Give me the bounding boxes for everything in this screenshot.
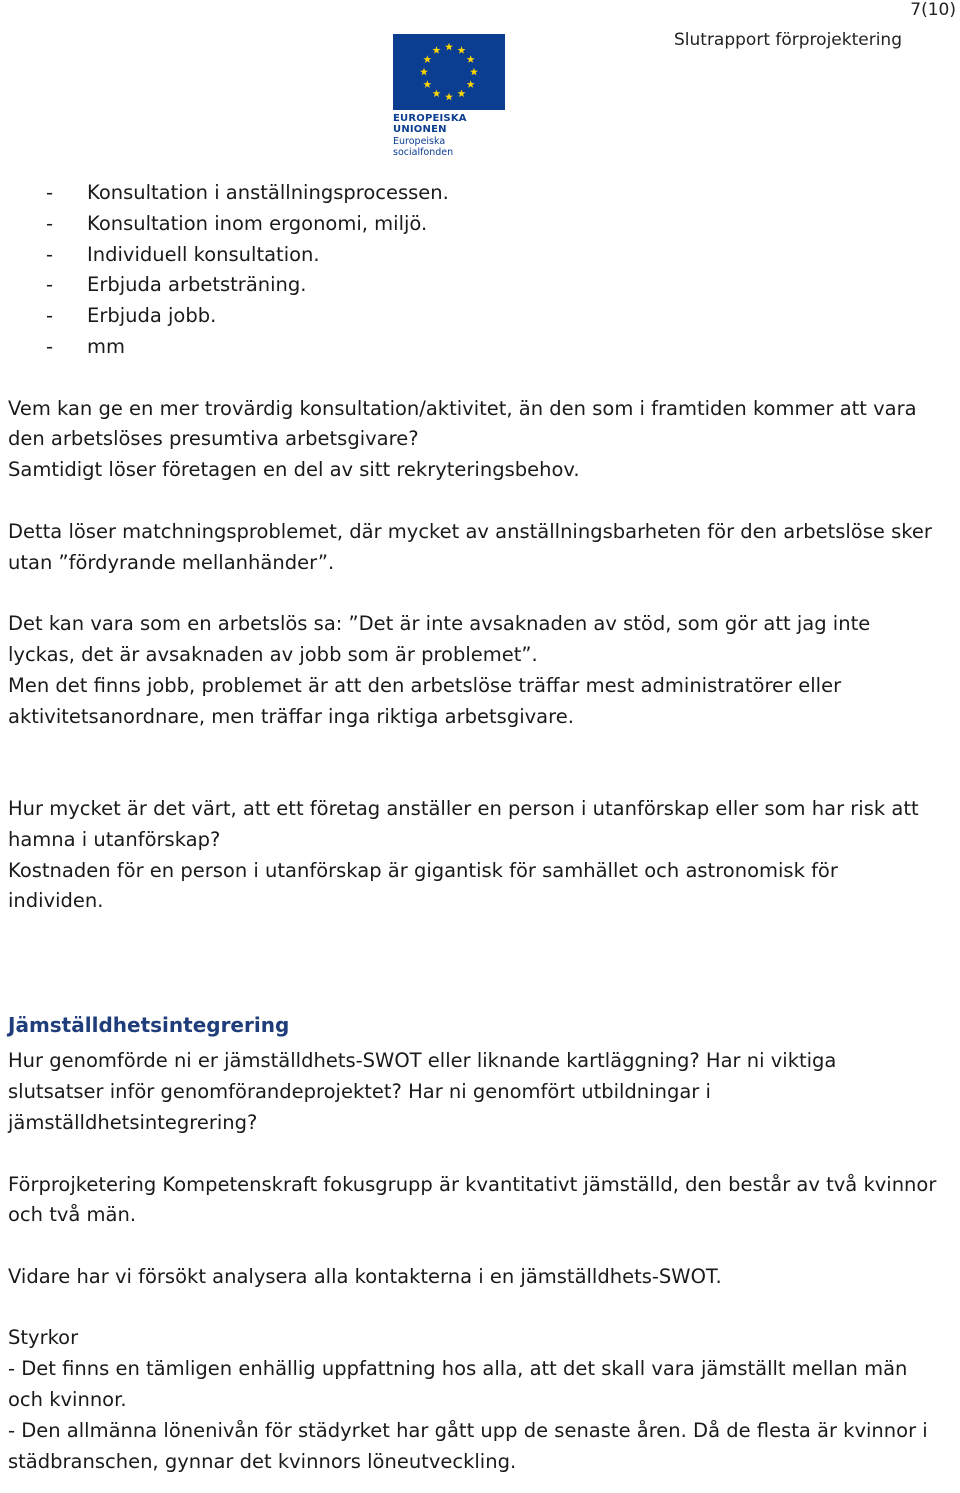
paragraph-recruitment: Samtidigt löser företagen en del av sitt rekryteringsbehov.	[8, 458, 580, 482]
paragraph-credibility: Vem kan ge en mer trovärdig konsultation/aktivitet, än den som i framtiden kommer att vara den arbetslöses presumtiva arbetsgivare?	[8, 396, 917, 451]
strength-item: - Det finns en tämligen enhällig uppfattning hos alla, att det skall vara jämställt mellan män och kvinnor.	[8, 1357, 908, 1412]
eu-logo	[393, 34, 505, 158]
list-item: - Erbjuda jobb.	[46, 304, 217, 328]
paragraph-value: Hur mycket är det värt, att ett företag anställer en person i utanförskap eller som har risk att hamna i utanförskap?	[8, 796, 919, 851]
paragraph-question: Hur genomförde ni er jämställdhets-SWOT eller liknande kartläggning? Har ni viktiga slutsatser inför genomförandeprojektet? Har ni genomfört utbildningar i jämställdhetsintegrering?	[8, 1049, 837, 1134]
list-item: - Konsultation inom ergonomi, miljö.	[46, 211, 428, 235]
list-item: - Erbjuda arbetsträning.	[46, 273, 307, 297]
eu-flag-icon	[393, 34, 505, 110]
paragraph-swot: Vidare har vi försökt analysera alla kontakterna i en jämställdhets-SWOT.	[8, 1264, 722, 1288]
list-item: - mm	[46, 334, 125, 358]
strengths-label: Styrkor	[8, 1326, 79, 1350]
list-item: - Konsultation i anställningsprocessen.	[46, 181, 449, 204]
document-body	[8, 178, 938, 1477]
paragraph-jobs: Men det finns jobb, problemet är att den arbetslöse träffar mest administratörer eller aktivitetsanordnare, men träffar inga riktiga arbetsgivare.	[8, 673, 842, 728]
strength-item: - Den allmänna lönenivån för städyrket har gått upp de senaste åren. Då de flesta är kvinnor i städbranschen, gynnar det kvinnors löneutveckling.	[8, 1418, 928, 1473]
logo-line1: EUROPEISKA UNIONEN	[393, 113, 467, 135]
list-item: - Individuell konsultation.	[46, 242, 320, 266]
section-heading: Jämställdhetsintegrering	[8, 1012, 290, 1037]
bullet-list	[8, 178, 938, 363]
page-number: 7(10)	[910, 0, 956, 20]
paragraph-focus-group: Förprojketering Kompetenskraft fokusgrupp är kvantitativt jämställd, den består av två kvinnor och två män.	[8, 1172, 937, 1227]
paragraph-quote: Det kan vara som en arbetslös sa: ”Det är inte avsaknaden av stöd, som gör att jag inte lyckas, det är avsaknaden av jobb som är problemet”.	[8, 612, 871, 666]
paragraph-cost: Kostnaden för en person i utanförskap är gigantisk för samhället och astronomisk för individen.	[8, 858, 838, 913]
logo-line2: Europeiska socialfonden	[393, 136, 454, 158]
paragraph-matching: Detta löser matchningsproblemet, där mycket av anställningsbarheten för den arbetslöse sker utan ”fördyrande mellanhänder”.	[8, 519, 932, 574]
header-title: Slutrapport förprojektering	[673, 30, 902, 50]
